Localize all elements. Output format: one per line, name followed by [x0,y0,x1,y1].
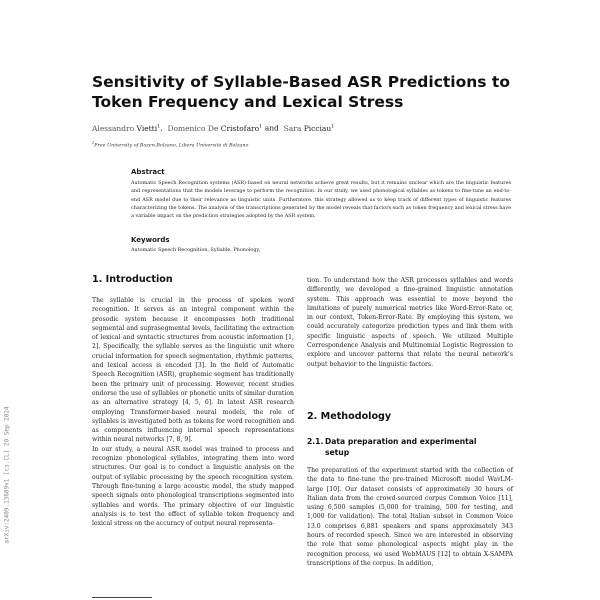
section-methodology-title: 2. Methodology [307,411,392,422]
author-3-last: Picciau [303,123,332,133]
arxiv-identifier: arXiv:2409.13689v1 [cs.CL] 20 Sep 2024 [3,406,11,544]
keywords-heading: Keywords [131,236,170,244]
paper-title: Sensitivity of Syllable-Based ASR Predictions to Token Frequency and Lexical Stress [92,73,510,111]
abstract-text: Automatic Speech Recognition systems (ASR) based on neural networks achieve great results, but it remains unclear which are the linguistic features and representations that the models leverage to perform the recognition. In our study, we used phonological syllables as tokens to fine-tune an end-to-end ASR model due to their relevance as linguistic units. Furthermore, this strategy allowed us to keep track of different types of linguistic features characterizing the tokens. The analysis of the transcriptions generated by the model reveals that factors such as token frequency and lexical stress have a variable impact on the prediction strategies adopted by the ASR system. [131,180,511,220]
author-list: Alessandro Vietti$^1$, Domenico De Cristofaro$^1$ and Sara Picciau$^1$ [92,123,335,133]
author-1-first: Alessandro [92,123,135,133]
author-2-last: Cristofaro [220,123,260,133]
subsection-data-preparation-title [307,436,513,458]
author-3-first: Sara [283,123,302,133]
methodology-paragraph-1: The preparation of the experiment started with the collection of the data to fine-tune the pre-trained Microsoft model WavLM-large [10]. Our dataset consists of approximately 30 hours of Italian data from the crowd-sourced corpus Common Voice [11], using 6,500 samples (5,000 for training, 500 for testing, and 1,000 for validation). The total Italian subset in Common Voice 13.0 comprises 6,881 speakers and spans approximately 343 hours of recorded speech. Since we are interested in observing the role that some phonological aspects might play in the recognition process, we used WebMAUS [12] to obtain X-SAMPA transcriptions of the corpus. In addition, [307,467,513,567]
author-2 [167,124,262,133]
footnote-rule [92,597,152,598]
affiliation [92,141,512,149]
methodology-column [307,466,513,568]
author-1 [92,124,160,133]
intro-paragraph-2: In our study, a neural ASR model was trained to process and recognize phonological syllables, integrating them into word structures. Our goal is to conduct a linguistic analysis on the output of syllabic processing by the speech recognition system. Through fine-tuning a large acoustic model, the study mapped speech signals onto phonological transcriptions segmented into syllables and words. The primary objective of our linguistic analysis is to test the effect of syllable token frequency and lexical stress on the accuracy of output neural representa- [92,445,294,528]
author-and: and [264,123,279,133]
intro-paragraph-3: tion. To understand how the ASR processes syllables and words differently, we developed a fine-grained linguistic annotation system. This approach was essential to move beyond the limitations of purely numerical metrics like Word-Error-Rate or, in our context, Token-Error-Rate. By employing this system, we could accurately categorize prediction types and link them with specific linguistic aspects of speech. We utilized Multiple Correspondence Analysis and Multinomial Logistic Regression to explore and uncover patterns that relate the neural network’s output behavior to the linguistic factors. [307,277,513,368]
author-2-sup: 1 [259,123,263,129]
author-1-last: Vietti [136,123,158,133]
author-3-sup: 1 [331,123,335,129]
affiliation-sup: 1 [92,141,95,145]
arxiv-sidebar [2,360,12,590]
intro-continued-column [307,276,513,369]
abstract-heading: Abstract [131,168,165,176]
author-1-sup: 1 [157,123,161,129]
keywords-text: Automatic Speech Recognition, Syllable, Phonology, [131,247,261,253]
author-2-first: Domenico De [167,123,219,133]
author-3 [284,124,335,133]
subsection-title-line-1: Data preparation and experimental [325,437,477,446]
subsection-title-line-2: setup [325,448,350,457]
section-introduction-title: 1. Introduction [92,274,173,285]
subsection-number: 2.1. [307,437,324,446]
intro-column [92,296,294,528]
affiliation-text: Free University of Bozen-Bolzano, Libera Università di Bolzano [94,143,249,149]
intro-paragraph-1: The syllable is crucial in the process of spoken word recognition. It serves as an integral component within the prosodic system because it encompasses both traditional segmental and suprasegmental levels, facilitating the extraction of lexical and syntactic structures from acoustic information [1, 2]. Specifically, the syllable serves as the linguistic unit where crucial information for speech segmentation, rhythmic patterns, and lexical access is encoded [3]. In the field of Automatic Speech Recognition (ASR), graphemic segment has traditionally been the primary unit of processing. However, recent studies endorse the use of syllables or phonetic units of similar duration as an alternative strategy [4, 5, 6]. In latest ASR research employing Transformer-based neural models, the role of syllables is investigated both as tokens for word recognition and as components influencing internal speech representations within neural networks [7, 8, 9]. [92,297,294,444]
